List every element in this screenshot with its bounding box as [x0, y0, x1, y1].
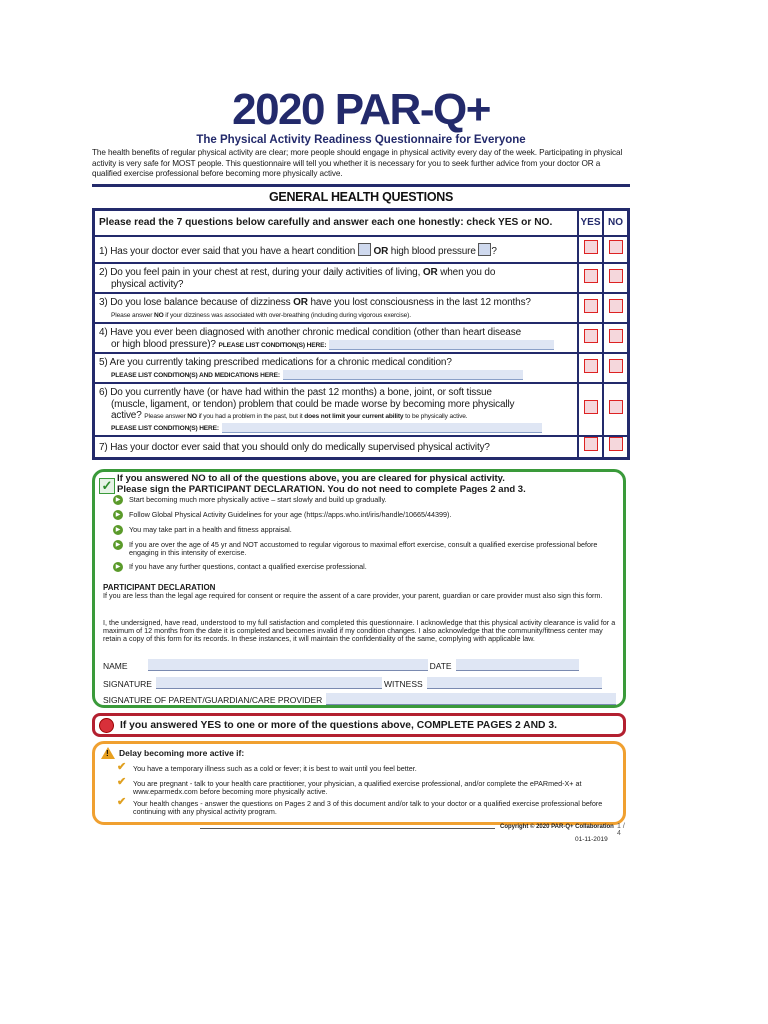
intro-text: The health benefits of regular physical activity are clear; more people should engage in physical activity every day of the week. Participating in physical activity is very safe for MOST people. This questionnaire will tell you whether it is necessary for you to seek further advice from your doctor OR a qualified exercise professional before becoming more physically active.: [92, 148, 623, 178]
parent-signature-row: [103, 693, 616, 705]
q5-yes-checkbox[interactable]: [578, 353, 603, 383]
yes-header: YES: [578, 209, 603, 236]
list-item: ✔ Your health changes - answer the questions on Pages 2 and 3 of this document and/or talk to your doctor or a qualified exercise professional before continuing with any physical activity program.: [117, 796, 603, 816]
question-3: 3) Do you lose balance because of dizziness OR have you lost consciousness in the last 12 months? Please answer NO if your dizziness was associated with over-breathing (including during vigorous exercise).: [94, 293, 579, 323]
list-item: ▶ If you have any further questions, contact a qualified exercise professional.: [113, 563, 613, 572]
instruction: Please read the 7 questions below carefully and answer each one honestly: check YES or NO.: [94, 209, 579, 236]
check-icon: ✔: [117, 776, 127, 788]
q5-no-checkbox[interactable]: [603, 353, 629, 383]
yes-answer-text: If you answered YES to one or more of the questions above, COMPLETE PAGES 2 AND 3.: [120, 719, 557, 731]
play-icon: ▶: [113, 562, 123, 572]
no-header: NO: [603, 209, 629, 236]
list-item: ✔ You have a temporary illness such as a cold or fever; it is best to wait until you feel better.: [117, 761, 417, 773]
witness-label: WITNESS: [383, 679, 423, 689]
page-number: 1 / 4: [617, 823, 625, 837]
q4-conditions-input[interactable]: [329, 340, 554, 350]
declaration-text: I, the undersigned, have read, understood to my full satisfaction and completed this questionnaire. I acknowledge that this physical activity clearance is valid for a maximum of 12 months from the date it is completed and becomes invalid if my condition changes. I also acknowledge that the community/fitness center may retain a copy of this form for its records. In these instances, it will maintain the confidentiality of the same, complying with applicable law.: [103, 618, 616, 644]
question-4: 4) Have you ever been diagnosed with another chronic medical condition (other than heart disease or high blood pressure)? PLEASE LIST CONDITION(S) HERE:: [94, 323, 579, 353]
q2-yes-checkbox[interactable]: [578, 263, 603, 293]
divider: [92, 184, 630, 187]
q3-yes-checkbox[interactable]: [578, 293, 603, 323]
list-item: ▶ Follow Global Physical Activity Guidelines for your age (https://apps.who.int/iris/handle/10665/44399).: [113, 511, 613, 520]
date-label: DATE: [429, 661, 452, 671]
footer-divider: [200, 828, 495, 829]
q1-no-checkbox[interactable]: [603, 236, 629, 263]
play-icon: ▶: [113, 510, 123, 520]
q6-no-checkbox[interactable]: [603, 383, 629, 436]
play-icon: ▶: [113, 525, 123, 535]
declaration-note: If you are less than the legal age required for consent or require the assent of a care provider, your parent, guardian or care provider must also sign this form.: [103, 591, 603, 600]
page-header: [92, 85, 630, 460]
cleared-bullets: [113, 496, 613, 578]
page-title: 2020 PAR-Q+: [232, 85, 490, 134]
q4-yes-checkbox[interactable]: [578, 323, 603, 353]
check-icon: ✔: [117, 761, 127, 773]
name-row: [103, 659, 579, 671]
section-title: GENERAL HEALTH QUESTIONS: [268, 189, 454, 204]
q6-yes-checkbox[interactable]: [578, 383, 603, 436]
play-icon: ▶: [113, 495, 123, 505]
signature-label: SIGNATURE: [103, 679, 152, 689]
q5-medications-input[interactable]: [283, 370, 523, 380]
check-icon: ✓: [99, 478, 115, 494]
signature-field[interactable]: [156, 677, 382, 689]
parent-signature-label: SIGNATURE OF PARENT/GUARDIAN/CARE PROVIDER: [103, 695, 323, 705]
list-item: ▶ You may take part in a health and fitness appraisal.: [113, 526, 613, 535]
questions-table: [92, 208, 630, 460]
blood-pressure-checkbox[interactable]: [478, 243, 491, 256]
q3-no-checkbox[interactable]: [603, 293, 629, 323]
question-2: 2) Do you feel pain in your chest at rest, during your daily activities of living, OR when you do physical activity?: [94, 263, 579, 293]
warning-icon: [101, 747, 115, 759]
cleared-heading: If you answered NO to all of the questions above, you are cleared for physical activity. Please sign the PARTICIPANT DECLARATION. You do not need to complete Pages 2 and 3.: [117, 473, 526, 495]
question-5: 5) Are you currently taking prescribed medications for a chronic medical condition? PLEASE LIST CONDITION(S) AND MEDICATIONS HERE:: [94, 353, 579, 383]
signature-row: [103, 677, 602, 689]
yes-answer-box: [92, 713, 626, 737]
delay-box: [92, 741, 626, 825]
q7-yes-checkbox[interactable]: [578, 436, 603, 458]
delay-heading: ! Delay becoming more active if:: [101, 747, 244, 759]
list-item: ▶ Start becoming much more physically active – start slowly and build up gradually.: [113, 496, 613, 505]
question-7: 7) Has your doctor ever said that you should only do medically supervised physical activity?: [94, 436, 579, 458]
name-label: NAME: [103, 661, 128, 671]
q1-yes-checkbox[interactable]: [578, 236, 603, 263]
version-date: 01-11-2019: [575, 836, 608, 843]
copyright: Copyright © 2020 PAR-Q+ Collaboration: [500, 824, 614, 830]
list-item: ✔ You are pregnant - talk to your health care practitioner, your physician, a qualified exercise professional, and/or complete the ePARmed-X+ at www.eparmedx.com before becoming more physically active.: [117, 776, 582, 796]
date-field[interactable]: [456, 659, 579, 671]
q4-no-checkbox[interactable]: [603, 323, 629, 353]
name-field[interactable]: [148, 659, 428, 671]
stop-icon: [99, 718, 114, 733]
q6-conditions-input[interactable]: [222, 423, 542, 433]
q7-no-checkbox[interactable]: [603, 436, 629, 458]
list-item: ▶ If you are over the age of 45 yr and NOT accustomed to regular vigorous to maximal effort exercise, consult a qualified exercise professional before engaging in this intensity of exercise.: [113, 541, 613, 557]
cleared-box: [92, 469, 626, 708]
declaration-title: PARTICIPANT DECLARATION: [103, 583, 216, 592]
q2-no-checkbox[interactable]: [603, 263, 629, 293]
question-6: 6) Do you currently have (or have had within the past 12 months) a bone, joint, or soft tissue (muscle, ligament, or tendon) problem that could be made worse by becoming more physically active? Please answer NO if you had a problem in the past, but it does not limit your current ability to be physically active. PLEASE LIST CONDITION(S) HERE:: [94, 383, 579, 436]
page-subtitle: The Physical Activity Readiness Questionnaire for Everyone: [196, 134, 526, 146]
parent-signature-field[interactable]: [326, 693, 616, 705]
witness-field[interactable]: [427, 677, 602, 689]
heart-condition-checkbox[interactable]: [358, 243, 371, 256]
question-1: 1) Has your doctor ever said that you have a heart condition OR high blood pressure ?: [94, 236, 579, 263]
play-icon: ▶: [113, 540, 123, 550]
check-icon: ✔: [117, 796, 127, 808]
